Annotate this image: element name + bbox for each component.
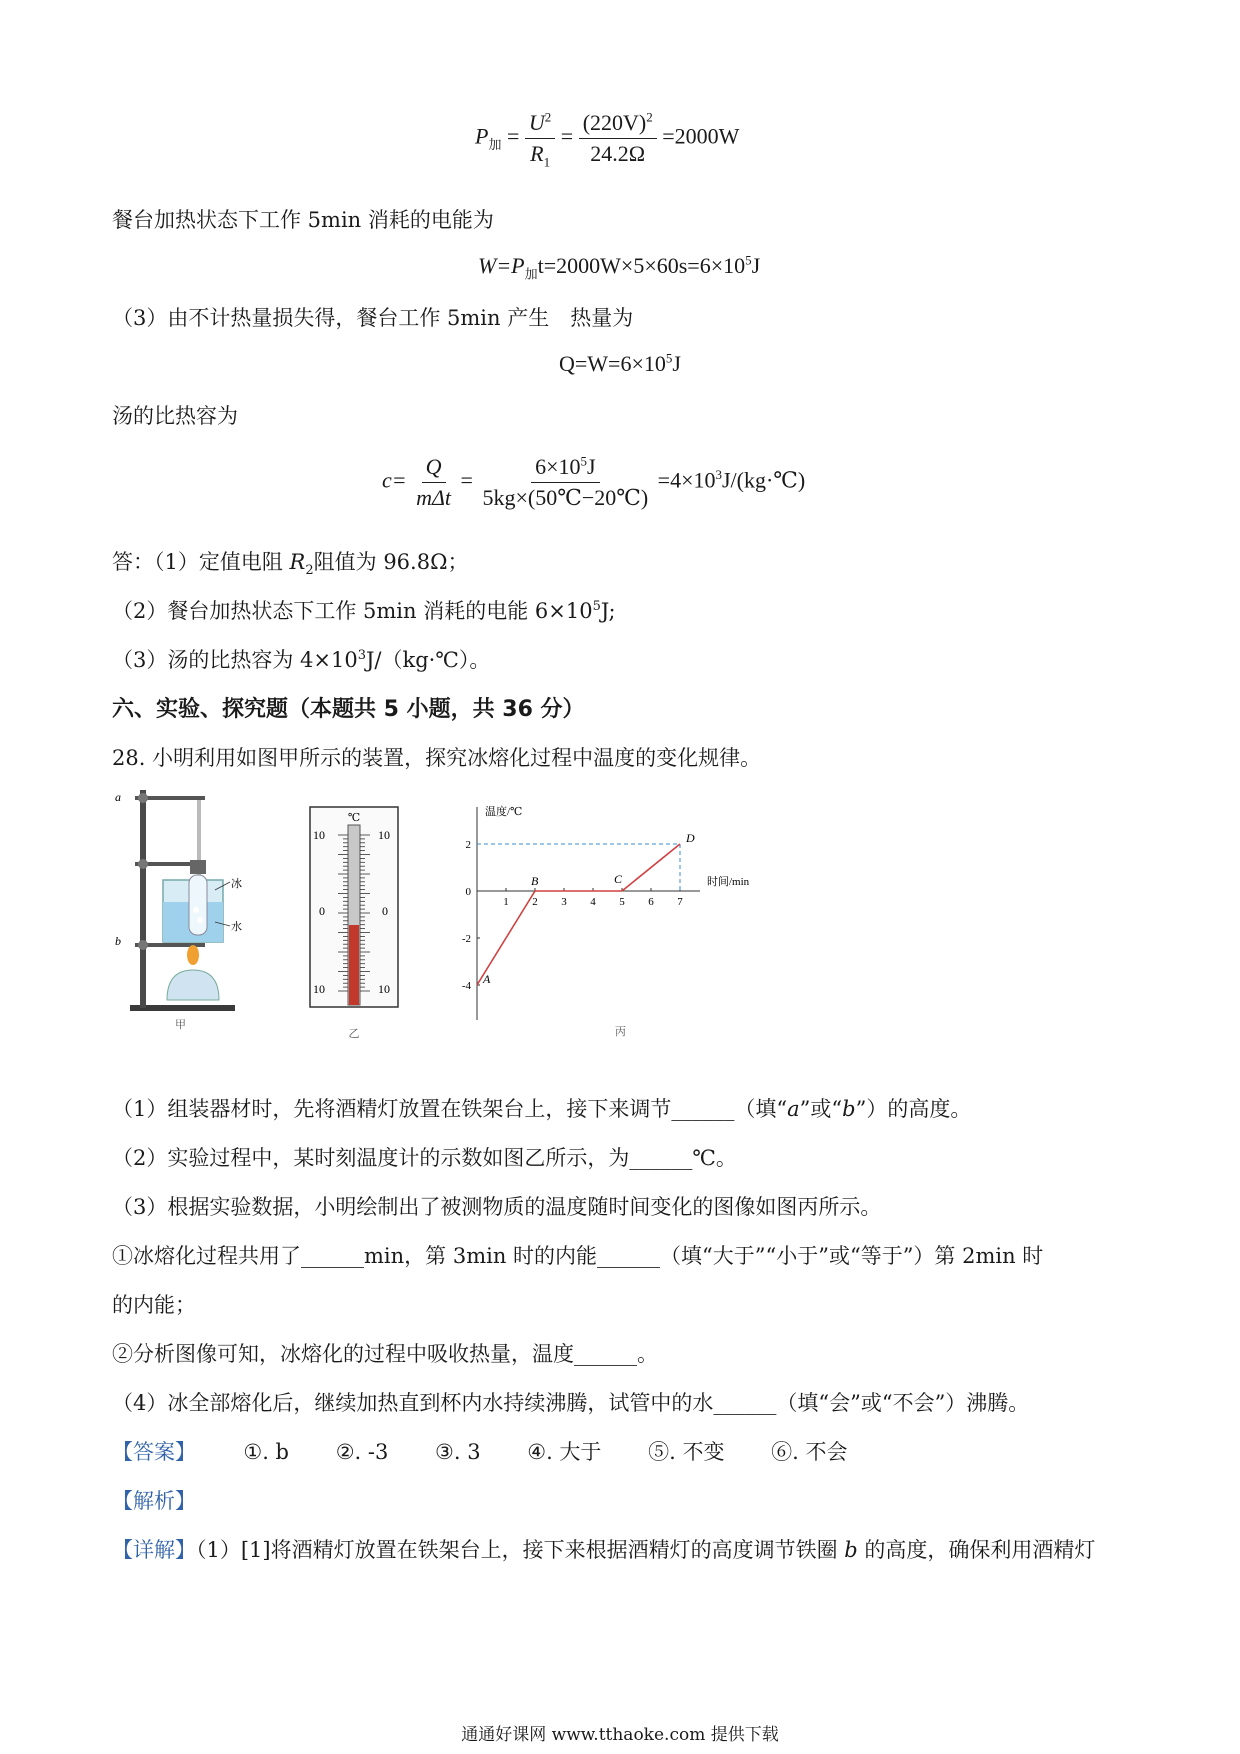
section-heading: 六、实验、探究题（本题共 5 小题，共 36 分） [112,697,585,722]
footer: 通通好课网 www.tthaoke.com 提供下载 [461,1725,779,1745]
x-tick-label: 1 [503,896,509,908]
x-tick-label: 3 [561,896,567,908]
point-label-b: B [531,874,539,888]
analysis-label: 【解析】 [112,1489,196,1513]
sub-question-1: （1）组装器材时，先将酒精灯放置在铁架台上，接下来调节______（填“a”或“b”）的高度。 [112,1097,972,1121]
figure-thermometer [305,805,403,1040]
text-line: 餐台加热状态下工作 5min 消耗的电能为 [112,208,494,232]
answer-line-2: （2）餐台加热状态下工作 5min 消耗的电能 $6\times 10^5J$; [112,599,616,623]
figure-temperature-graph [455,795,785,1040]
sub-question-3: （3）根据实验数据，小明绘制出了被测物质的温度随时间变化的图像如图丙所示。 [112,1195,882,1219]
point-label-a: A [483,972,491,986]
answer-label: 【答案】 [112,1440,196,1464]
sub-question-3a-cont: 的内能； [112,1293,196,1317]
sub-question-3b: ②分析图像可知，冰熔化的过程中吸收热量，温度______。 [112,1342,658,1366]
y-tick-label: -2 [461,933,471,945]
svg-text:10: 10 [378,982,390,996]
text-line: （3）由不计热量损失得，餐台工作 5min 产生 热量为 [112,306,634,330]
answer-line-3: （3）汤的比热容为 $4\times 10^3J/(kg\cdot℃)$。 [112,648,491,672]
svg-text:10: 10 [313,828,325,842]
sub-question-3a: ①冰熔化过程共用了______min，第 3min 时的内能______（填“大于”“小于”或“等于”）第 2min 时 [112,1244,1044,1268]
svg-text:乙: 乙 [348,1028,360,1040]
svg-text:10: 10 [378,828,390,842]
x-tick-label: 6 [648,896,654,908]
x-tick-label: 4 [590,896,596,908]
figure-apparatus [105,780,245,1030]
x-tick-label: 7 [677,896,683,908]
svg-text:a: a [115,790,121,804]
svg-text:b: b [115,934,121,948]
x-tick-label: 2 [532,896,538,908]
answer-row: 【答案】 ①. b ②. -3 ③. 3 ④. 大于 ⑤. 不变 ⑥. 不会 [112,1440,848,1464]
svg-text:甲: 甲 [175,1019,186,1030]
y-tick-label: 0 [465,886,471,898]
heat-equation: $Q=W=6\times 10^5J$ [559,350,681,376]
y-tick-label: -4 [461,980,471,992]
specific-heat-equation: c= $\frac{Q}{\text{mΔt}}$ = $\frac{6\times 10^5J}{5kg\times(50℃-20℃)}$ $=4\times 10^3J/(kg\cdot℃)$ [382,453,806,510]
y-axis-label: 温度/℃ [485,806,523,818]
svg-text:℃: ℃ [347,812,361,824]
text-line: 汤的比热容为 [112,404,238,428]
detail-line: 【详解】（1）[1]将酒精灯放置在铁架台上，接下来根据酒精灯的高度调节铁圈 b 的高度，确保利用酒精灯 [112,1538,1096,1562]
data-segment [622,844,680,891]
svg-text:0: 0 [382,904,388,918]
figure-caption: 丙 [615,1026,626,1038]
y-tick-label: 2 [465,839,471,851]
svg-text:0: 0 [319,904,325,918]
svg-text:水: 水 [231,921,242,933]
power-equation: $P_加$ = $\frac{U^2}{R_1}$ = $\frac{(220V)^2}{24.2\Omega}$ =2000W [475,109,740,170]
point-label-c: C [614,872,623,886]
question-28: 28. 小明利用如图甲所示的装置，探究冰熔化过程中温度的变化规律。 [112,746,762,770]
x-axis-label: 时间/min [707,876,750,888]
sub-question-4: （4）冰全部熔化后，继续加热直到杯内水持续沸腾，试管中的水______（填“会”或“不会”）沸腾。 [112,1391,1030,1415]
svg-text:冰: 冰 [231,878,242,890]
energy-equation: $W=P_加t=2000W\times 5\times 60s=6\times 10^5J$ [478,252,761,282]
x-tick-label: 5 [619,896,625,908]
sub-question-2: （2）实验过程中，某时刻温度计的示数如图乙所示，为______℃。 [112,1146,737,1170]
point-label-d: D [686,831,695,845]
svg-text:10: 10 [313,982,325,996]
answer-line-1: 答：（1）定值电阻 $R_2$阻值为 96.8Ω； [112,550,469,579]
